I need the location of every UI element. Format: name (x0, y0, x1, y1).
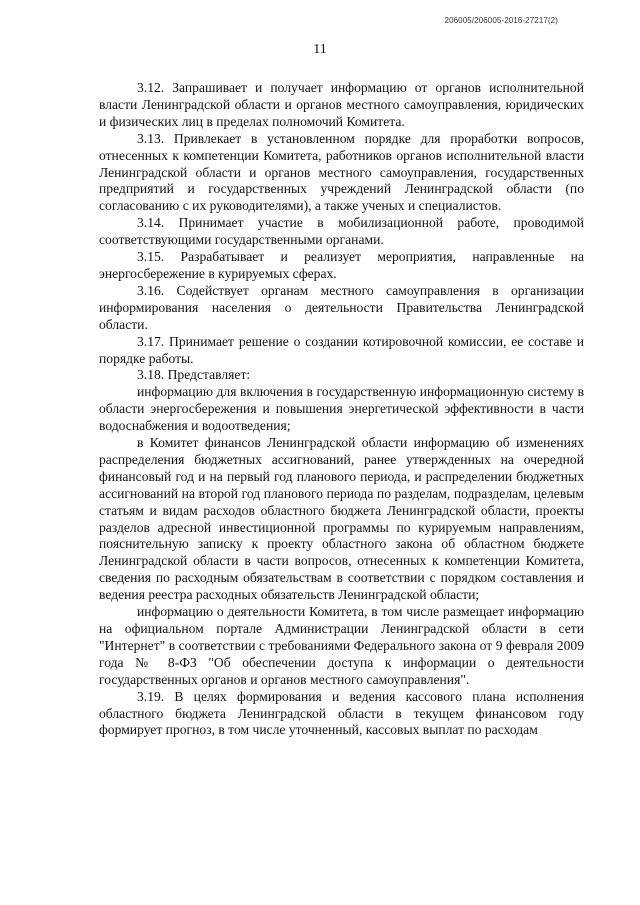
document-body (99, 80, 584, 739)
paragraph-3-18-item-2: в Комитет финансов Ленинградской области информацию об изменениях распределения бюджетных ассигнований, ранее утвержденных на очередной финансовый год и на первый год планового периода, и распределении бюджетных ассигнований на второй год планового периода по разделам, подразделам, целевым статьям и видам расходов областного бюджета Ленинградской области, проекты разделов адресной инвестиционной программы по курируемым направлениям, пояснительную записку к проекту областного закона об областном бюджете Ленинградской области в части вопросов, отнесенных к компетенции Комитета, сведения по расходным обязательствам в соответствии с порядком составления и ведения реестра расходных обязательств Ленинградской области; (99, 435, 584, 603)
paragraph-3-15: 3.15. Разрабатывает и реализует мероприятия, направленные на энергосбережение в курируемых сферах. (99, 249, 584, 281)
paragraph-3-19: 3.19. В целях формирования и ведения кассового плана исполнения областного бюджета Ленинградской области в текущем финансовом году формирует прогноз, в том числе уточненный, кассовых выплат по расходам (99, 688, 584, 738)
paragraph-3-12: 3.12. Запрашивает и получает информацию от органов исполнительной власти Ленинградской области и органов местного самоуправления, юридических и физических лиц в пределах полномочий Комитета. (99, 80, 584, 129)
paragraph-3-18: 3.18. Представляет: (137, 367, 251, 383)
document-id: 206005/206005-2016-27217(2) (444, 16, 558, 25)
paragraph-3-16: 3.16. Содействует органам местного самоуправления в организации информирования населения о деятельности Правительства Ленинградской области. (99, 282, 584, 332)
paragraph-3-13: 3.13. Привлекает в установленном порядке для проработки вопросов, отнесенных к компетенции Комитета, работников органов исполнительной власти Ленинградской области и органов местного самоуправления, государственных предприятий и государственных учреждений Ленинградской области (по согласованию с их руководителями), а также ученых и специалистов. (99, 130, 584, 214)
paragraph-3-14: 3.14. Принимает участие в мобилизационной работе, проводимой соответствующими государственными органами. (99, 215, 584, 248)
paragraph-3-18-item-1: информацию для включения в государственную информационную систему в области энергосбережения и повышения энергетической эффективности в части водоснабжения и водоотведения; (99, 384, 584, 434)
page-number: 11 (313, 42, 327, 57)
paragraph-3-18-item-3: информацию о деятельности Комитета, в том числе размещает информацию на официальном портале Администрации Ленинградской области в сети "Интернет" в соответствии с требованиями Федерального закона от 9 февраля 2009 года № 8-ФЗ "Об обеспечении доступа к информации о деятельности государственных органов и органов местного самоуправления". (99, 604, 584, 687)
paragraph-3-17: 3.17. Принимает решение о создании котировочной комиссии, ее составе и порядке работы. (99, 333, 584, 366)
